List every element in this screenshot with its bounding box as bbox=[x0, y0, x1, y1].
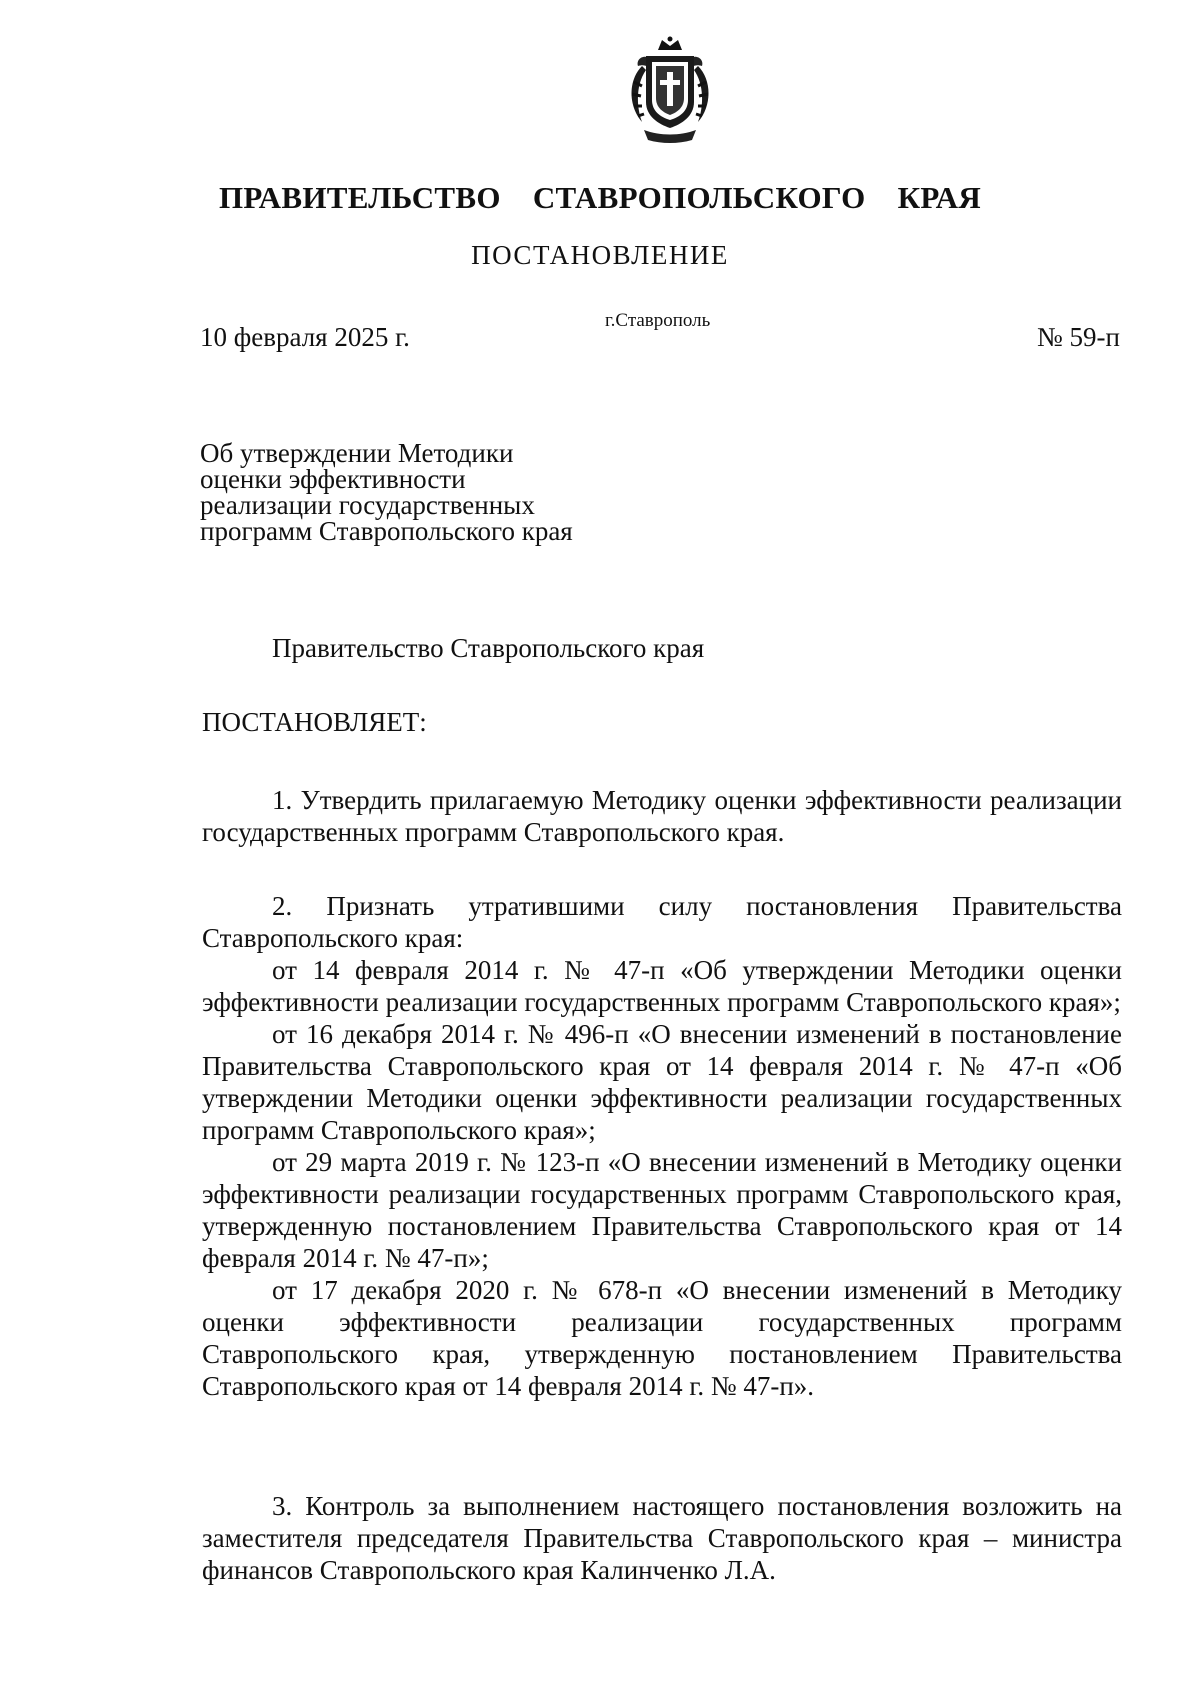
document-number: № 59-п bbox=[1037, 322, 1120, 352]
repealed-decree: от 29 марта 2019 г. № 123-п «О внесении изменений в Методику оценки эффективности реализации государственных программ Ставропольского края, утвержденную постановлением Правительства Ставропольского края от 14 февраля 2014 г. № 47-п»; bbox=[202, 1147, 1122, 1273]
government-line bbox=[202, 632, 1122, 664]
repealed-decree: от 14 февраля 2014 г. № 47-п «Об утверждении Методики оценки эффективности реализации государственных программ Ставропольского края»; bbox=[202, 955, 1122, 1017]
document-subject bbox=[200, 440, 573, 544]
item-1-text: 1. Утвердить прилагаемую Методику оценки эффективности реализации государственных программ Ставропольского края. bbox=[202, 785, 1122, 847]
document-type: ПОСТАНОВЛЕНИЕ bbox=[471, 240, 729, 270]
coat-of-arms-emblem bbox=[620, 36, 720, 144]
repealed-decree: от 17 декабря 2020 г. № 678-п «О внесении изменений в Методику оценки эффективности реализации государственных программ Ставропольского края, утвержденную постановлением Правительства Ставропольского края от 14 февраля 2014 г. № 47-п». bbox=[202, 1275, 1122, 1401]
decree-line bbox=[202, 706, 1122, 738]
item-3-text: 3. Контроль за выполнением настоящего постановления возложить на заместителя председателя Правительства Ставропольского края – министра финансов Ставропольского края Калинченко Л.А. bbox=[202, 1491, 1122, 1585]
subject-line: оценки эффективности bbox=[200, 464, 466, 494]
item-2 bbox=[202, 890, 1122, 1402]
page-title: ПРАВИТЕЛЬСТВО СТАВРОПОЛЬСКОГО КРАЯ bbox=[218, 180, 982, 215]
repealed-decree: от 16 декабря 2014 г. № 496-п «О внесении изменений в постановление Правительства Ставропольского края от 14 февраля 2014 г. № 47-п «Об утверждении Методики оценки эффективности реализации государственных программ Ставропольского края»; bbox=[202, 1019, 1122, 1145]
item-3 bbox=[202, 1490, 1122, 1586]
document-date: 10 февраля 2025 г. bbox=[200, 322, 410, 352]
subject-line: реализации государственных bbox=[200, 490, 535, 520]
subject-line: программ Ставропольского края bbox=[200, 516, 573, 546]
document-city: г.Ставрополь bbox=[605, 310, 711, 331]
subject-line: Об утверждении Методики bbox=[200, 438, 514, 468]
item-1 bbox=[202, 784, 1122, 848]
item-2-intro: 2. Признать утратившими силу постановления Правительства Ставропольского края: bbox=[202, 891, 1122, 953]
government-text: Правительство Ставропольского края bbox=[272, 633, 705, 663]
decree-text: ПОСТАНОВЛЯЕТ: bbox=[202, 707, 427, 737]
